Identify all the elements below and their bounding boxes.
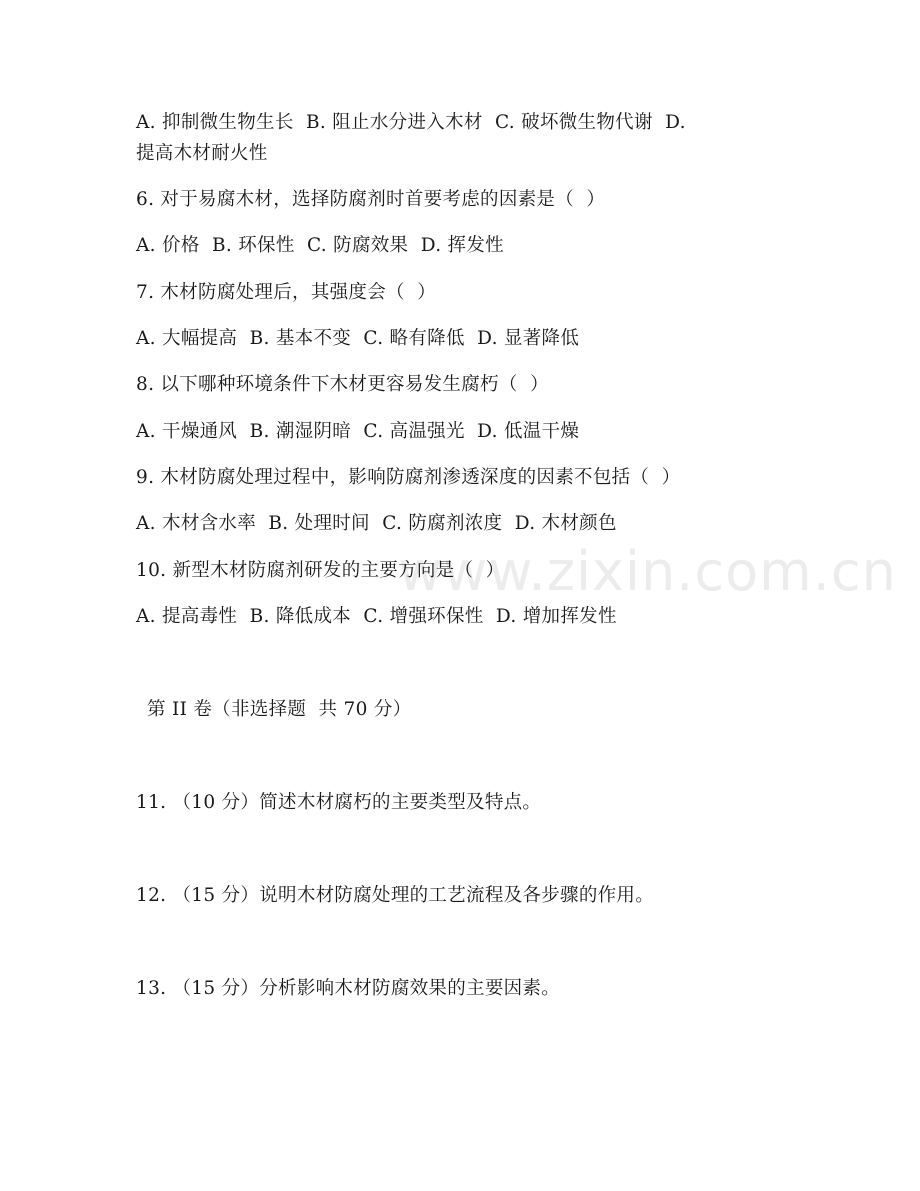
q8-stem: 8. 以下哪种环境条件下木材更容易发生腐朽（ ） — [136, 374, 549, 395]
watermark: www.zixin.com.cn — [398, 540, 897, 603]
q6-options: A. 价格 B. 环保性 C. 防腐效果 D. 挥发性 — [136, 235, 504, 256]
q9-stem: 9. 木材防腐处理过程中，影响防腐剂渗透深度的因素不包括（ ） — [136, 467, 681, 488]
q5-options-line2: 提高木材耐火性 — [136, 143, 268, 164]
q6-stem: 6. 对于易腐木材，选择防腐剂时首要考虑的因素是（ ） — [136, 189, 606, 210]
q10-stem: 10. 新型木材防腐剂研发的主要方向是（ ） — [136, 560, 505, 581]
q7-options: A. 大幅提高 B. 基本不变 C. 略有降低 D. 显著降低 — [136, 328, 580, 349]
q9-options: A. 木材含水率 B. 处理时间 C. 防腐剂浓度 D. 木材颜色 — [136, 513, 617, 534]
q7-stem: 7. 木材防腐处理后，其强度会（ ） — [136, 282, 436, 303]
q11: 11. （10 分）简述木材腐朽的主要类型及特点。 — [136, 792, 542, 813]
q5-options-line1: A. 抑制微生物生长 B. 阻止水分进入木材 C. 破坏微生物代谢 D. — [136, 112, 686, 133]
section-heading: 第 II 卷（非选择题 共 70 分） — [147, 699, 412, 720]
q10-options: A. 提高毒性 B. 降低成本 C. 增强环保性 D. 增加挥发性 — [136, 606, 617, 627]
q12: 12. （15 分）说明木材防腐处理的工艺流程及各步骤的作用。 — [136, 885, 655, 906]
q13: 13. （15 分）分析影响木材防腐效果的主要因素。 — [136, 978, 561, 999]
q8-options: A. 干燥通风 B. 潮湿阴暗 C. 高温强光 D. 低温干燥 — [136, 421, 580, 442]
